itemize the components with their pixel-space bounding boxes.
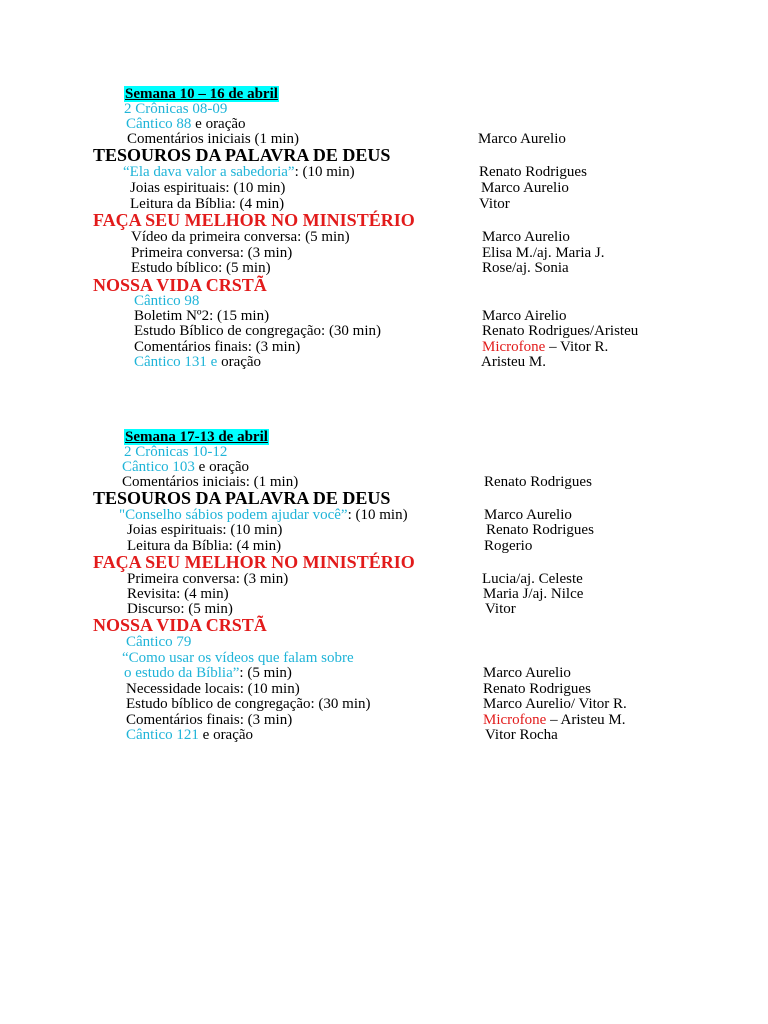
week-2-middle-song: Cântico 79 [126,634,192,650]
week-1-middle-song: Cântico 98 [134,293,200,309]
week-1-heading: Semana 10 – 16 de abril [125,86,278,102]
week-1-ministry-1-person: Marco Aurelio [482,229,570,245]
week-2-section-ministry: FAÇA SEU MELHOR NO MINISTÉRIO [93,552,415,572]
week-2-gems: Joias espirituais: (10 min) [127,522,283,538]
week-2-microphone: Microfone – Aristeu M. [483,712,626,728]
week-2-bible-reading: Leitura da Bíblia: (4 min) [127,538,282,554]
week-1-section-treasures: TESOUROS DA PALAVRA DE DEUS [93,145,391,165]
week-2-bible-reading-ref: 2 Crônicas 10-12 [124,444,228,460]
week-1-opening-person: Marco Aurelio [478,131,566,147]
week-2-life-2-person: Marco Aurelio/ Vitor R. [483,696,627,712]
week-1-ministry-2-person: Elisa M./aj. Maria J. [482,245,605,261]
week-2-section-christian-life: NOSSA VIDA CRSTÃ [93,615,267,635]
week-2-talk: "Conselho sábios podem ajudar você”: (10 min) [119,507,408,523]
week-1-bible-reading-ref: 2 Crônicas 08-09 [124,101,228,117]
week-1-ministry-2: Primeira conversa: (3 min) [131,245,293,261]
week-2-bible-reading-person: Rogerio [484,538,533,554]
week-2-ministry-3-person: Vitor [485,601,516,617]
week-2-life-1: Necessidade locais: (10 min) [126,681,300,697]
week-1-life-2: Estudo Bíblico de congregação: (30 min) [134,323,382,339]
week-1-closing-person: Aristeu M. [481,354,546,370]
week-2-section-treasures: TESOUROS DA PALAVRA DE DEUS [93,488,391,508]
week-1-closing-song: Cântico 131 e oração [134,354,262,370]
week-2-talk-person: Marco Aurelio [484,507,572,523]
week-2-life-2: Estudo bíblico de congregação: (30 min) [126,696,371,712]
week-1-bible-reading-person: Vitor [479,196,510,212]
week-1-gems-person: Marco Aurelio [481,180,569,196]
week-1-life-1-person: Marco Airelio [482,308,567,324]
week-2-opening-comments: Comentários iniciais: (1 min) [122,474,299,490]
week-2-ministry-1-person: Lucia/aj. Celeste [482,571,583,587]
week-1-microphone: Microfone – Vitor R. [482,339,609,355]
week-2-heading: Semana 17-13 de abril [125,429,268,445]
week-1-ministry-1: Vídeo da primeira conversa: (5 min) [131,229,350,245]
week-1-gems: Joias espirituais: (10 min) [130,180,286,196]
week-1-ministry-3: Estudo bíblico: (5 min) [131,260,271,276]
week-1-ministry-3-person: Rose/aj. Sonia [482,260,569,276]
week-2-video-person: Marco Aurelio [483,665,571,681]
week-2-opening-person: Renato Rodrigues [484,474,592,490]
week-1-section-christian-life: NOSSA VIDA CRSTÃ [93,275,267,295]
week-2-ministry-2-person: Maria J/aj. Nilce [483,586,584,602]
week-2-ministry-3: Discurso: (5 min) [127,601,233,617]
week-1-section-ministry: FAÇA SEU MELHOR NO MINISTÉRIO [93,210,415,230]
week-2-ministry-1: Primeira conversa: (3 min) [127,571,289,587]
week-2-closing-comments: Comentários finais: (3 min) [126,712,293,728]
week-2-closing-song: Cântico 121 e oração [126,727,254,743]
week-1-closing-comments: Comentários finais: (3 min) [134,339,301,355]
week-1-opening-comments: Comentários iniciais (1 min) [127,131,300,147]
week-2-gems-person: Renato Rodrigues [486,522,594,538]
week-1-talk: “Ela dava valor a sabedoria”: (10 min) [123,164,355,180]
week-1-talk-person: Renato Rodrigues [479,164,587,180]
week-2-closing-person: Vitor Rocha [485,727,558,743]
week-2-life-1-person: Renato Rodrigues [483,681,591,697]
week-1-life-1: Boletim Nº2: (15 min) [134,308,270,324]
week-1-opening-song: Cântico 88 e oração [126,116,246,132]
week-1-bible-reading: Leitura da Bíblia: (4 min) [130,196,285,212]
week-2-video-title-line-1: “Como usar os vídeos que falam sobre [122,650,354,666]
week-2-ministry-2: Revisita: (4 min) [127,586,229,602]
week-2-video-title-line-2: o estudo da Bíblia”: (5 min) [124,665,292,681]
week-1-life-2-person: Renato Rodrigues/Aristeu [482,323,639,339]
week-2-opening-song: Cântico 103 e oração [122,459,250,475]
